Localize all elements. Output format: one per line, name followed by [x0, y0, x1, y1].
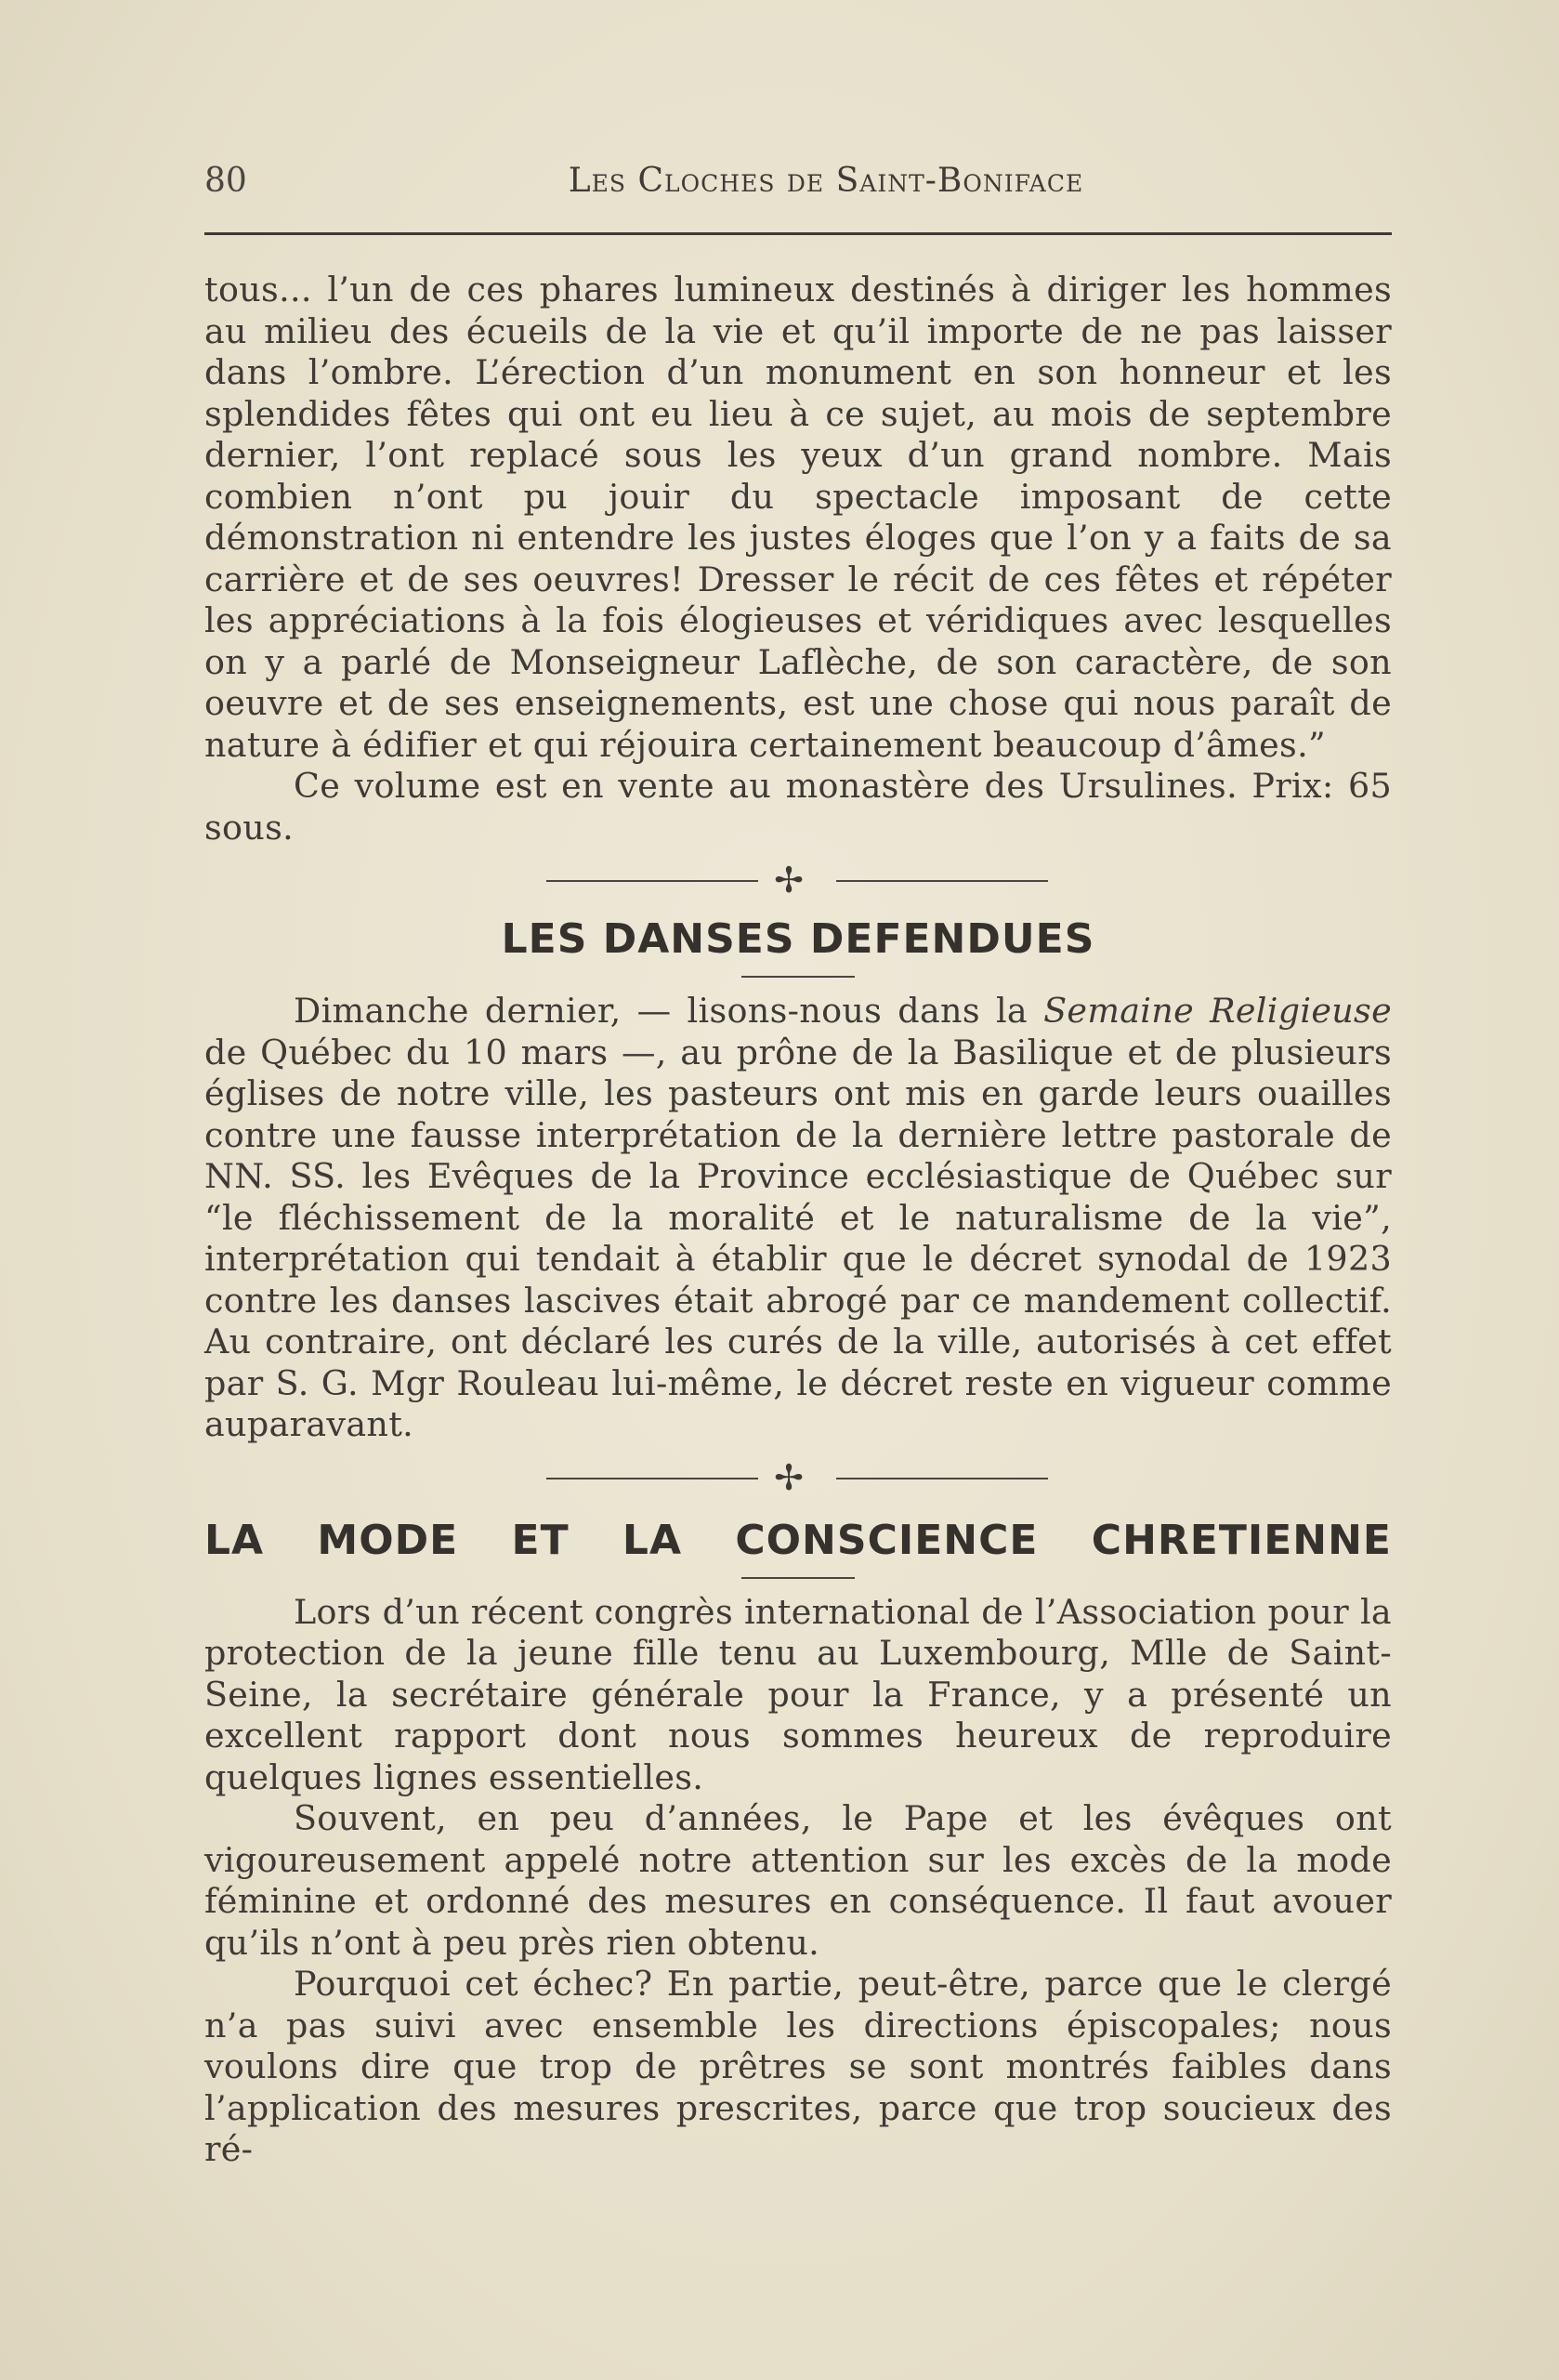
danses-text-end: de Québec du 10 mars —, au prône de la Basilique et de plusieurs églises de notre ville, les pasteurs ont mis en garde leurs ouailles contre une fausse interprétation de la dernière lettre pastorale de NN. SS. les Evêques de la Province ecclésiastique de Québec sur “le fléchissement de la moralité et le naturalisme de la vie”, interprétation qui tendait à établir que le décret synodal de 1923 contre les danses lascives était abrogé par ce mandement collectif. Au contraire, ont déclaré les curés de la ville, autorisés à cet effet par S. G. Mgr Rouleau lui-même, le décret reste en vigueur comme auparavant.: [204, 1032, 1392, 1444]
page-number: 80: [204, 162, 247, 200]
mode-paragraph: Lors d’un récent congrès international de l’Association pour la protection de la jeune fille tenu au Luxembourg, Mlle de Saint-Seine, la secrétaire générale pour la France, y a présenté un excellent rapport dont nous sommes heureux de reproduire quelques lignes essentielles.: [204, 1591, 1392, 1797]
danses-text-start: Dimanche dernier, — lisons-nous dans la: [294, 991, 1044, 1031]
mode-paragraph: Pourquoi cet échec? En partie, peut-être, parce que le clergé n’a pas suivi avec ensemble les directions épiscopales; nous voulons dire que trop de prêtres se sont montrés faibles dans l’application des mesures prescrites, parce que trop soucieux des ré-: [204, 1964, 1392, 2169]
section-title-danses: LES DANSES DEFENDUES: [501, 915, 1095, 963]
page-content: [204, 270, 1392, 2171]
mode-paragraph: Souvent, en peu d’années, le Pape et les évêques ont vigoureusement appelé notre attention sur les excès de la mode féminine et ordonné des mesures en conséquence. Il faut avouer qu’ils n’ont à peu près rien obtenu.: [204, 1798, 1392, 1963]
title-underline: [741, 1577, 855, 1579]
running-header: [204, 139, 1392, 200]
document-page: [204, 139, 1392, 2169]
continued-paragraph: tous... l’un de ces phares lumineux destinés à diriger les hommes au milieu des écueils de la vie et qu’il importe de ne pas laisser dans l’ombre. L’érection d’un monument en son honneur et les splendides fêtes qui ont eu lieu à ce sujet, au mois de septembre dernier, l’ont replacé sous les yeux d’un grand nombre. Mais combien n’ont pu jouir du spectacle imposant de cette démonstration ni entendre les justes éloges que l’on y a faits de sa carrière et de ses oeuvres! Dresser le récit de ces fêtes et répéter les appréciations à la fois élogieuses et véridiques avec lesquelles on y a parlé de Monseigneur Laflèche, de son caractère, de son oeuvre et de ses enseignements, est une chose qui nous paraît de nature à édifier et qui réjouira certainement beaucoup d’âmes.”: [204, 270, 1392, 765]
divider-line-right: [836, 1478, 1048, 1479]
divider-line-left: [546, 1478, 758, 1479]
divider-line-left: [546, 880, 758, 882]
section-divider: [204, 1455, 1392, 1500]
price-paragraph: Ce volume est en vente au monastère des Ursulines. Prix: 65 sous.: [204, 766, 1392, 848]
publication-title: Semaine Religieuse: [1043, 991, 1392, 1031]
header-rule: [204, 232, 1392, 235]
danses-paragraph: [204, 991, 1392, 1446]
divider-line-right: [836, 880, 1048, 882]
section-title-mode: LA MODE ET LA CONSCIENCE CHRETIENNE: [204, 1516, 1392, 1564]
section-divider: [204, 858, 1392, 902]
cross-ornament-icon: ✢: [774, 860, 804, 901]
running-title: Les Cloches de Saint-Boniface: [568, 162, 1084, 200]
title-underline: [741, 976, 855, 978]
cross-ornament-icon: ✢: [774, 1456, 804, 1498]
